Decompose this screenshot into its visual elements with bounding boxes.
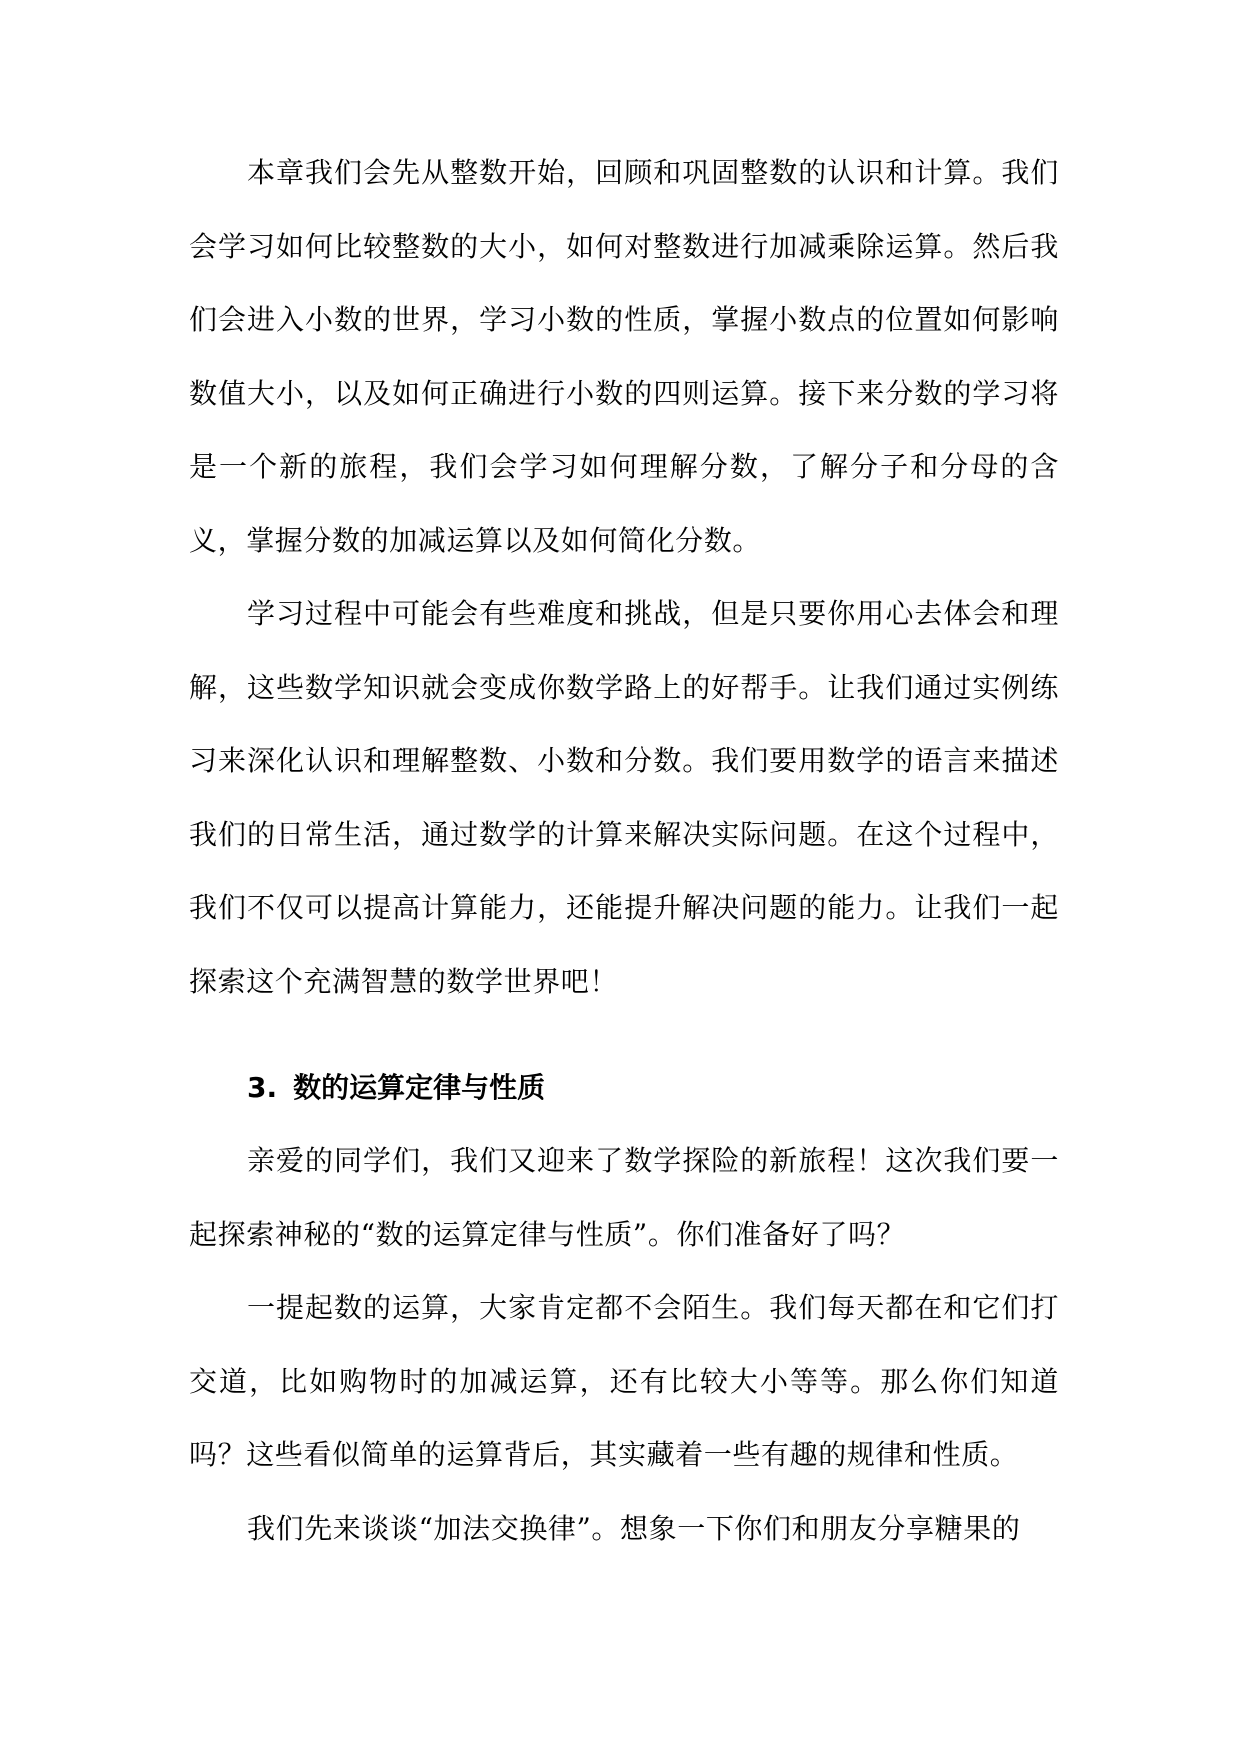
- paragraph-chapter-overview: 本章我们会先从整数开始，回顾和巩固整数的认识和计算。我们会学习如何比较整数的大小，如何对整数进行加减乘除运算。然后我们会进入小数的世界，学习小数的性质，掌握小数点的位置如何影响数值大小，以及如何正确进行小数的四则运算。接下来分数的学习将是一个新的旅程，我们会学习如何理解分数，了解分子和分母的含义，掌握分数的加减运算以及如何简化分数。: [189, 156, 1059, 557]
- paragraph-section-intro: 亲爱的同学们，我们又迎来了数学探险的新旅程！这次我们要一起探索神秘的“数的运算定律与性质”。你们准备好了吗？: [189, 1144, 1059, 1251]
- section-title: 数的运算定律与性质: [293, 1071, 546, 1104]
- paragraph-commutative-law: 我们先来谈谈“加法交换律”。想象一下你们和朋友分享糖果的: [247, 1511, 1021, 1545]
- section-number: 3.: [247, 1071, 278, 1104]
- section-heading: [189, 1052, 1059, 1124]
- paragraph-operations-intro: 一提起数的运算，大家肯定都不会陌生。我们每天都在和它们打交道，比如购物时的加减运算，还有比较大小等等。那么你们知道吗？这些看似简单的运算背后，其实藏着一些有趣的规律和性质。: [189, 1291, 1059, 1471]
- document-body: [189, 136, 1059, 1565]
- paragraph-learning-encouragement: 学习过程中可能会有些难度和挑战，但是只要你用心去体会和理解，这些数学知识就会变成你数学路上的好帮手。让我们通过实例练习来深化认识和理解整数、小数和分数。我们要用数学的语言来描述我们的日常生活，通过数学的计算来解决实际问题。在这个过程中，我们不仅可以提高计算能力，还能提升解决问题的能力。让我们一起探索这个充满智慧的数学世界吧！: [189, 597, 1059, 998]
